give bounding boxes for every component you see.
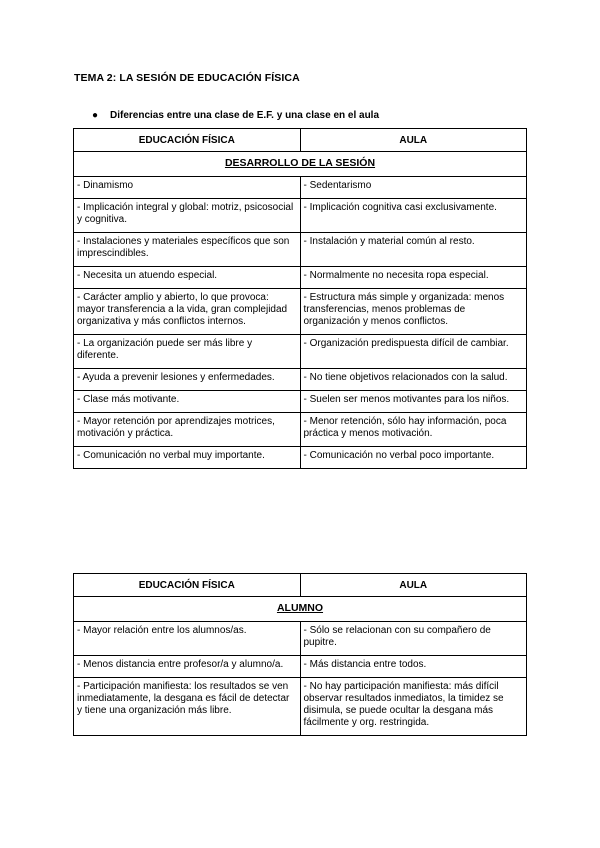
ef-cell: - Menos distancia entre profesor/a y alumno/a. xyxy=(74,656,301,678)
aula-cell: - Sólo se relacionan con su compañero de pupitre. xyxy=(300,622,527,656)
ef-cell: - Instalaciones y materiales específicos que son imprescindibles. xyxy=(74,233,301,267)
aula-cell: - Normalmente no necesita ropa especial. xyxy=(300,267,527,289)
ef-cell: - Dinamismo xyxy=(74,177,301,199)
section-title: ALUMNO xyxy=(74,597,527,622)
table-row xyxy=(74,335,527,369)
table-row xyxy=(74,177,527,199)
aula-cell: - No hay participación manifiesta: más difícil observar resultados inmediatos, la timidez se disimula, se puede ocultar la desgana más fácilmente y org. restringida. xyxy=(300,678,527,736)
comparison-table-session xyxy=(73,128,527,469)
aula-cell: - Suelen ser menos motivantes para los niños. xyxy=(300,391,527,413)
table-row xyxy=(74,289,527,335)
header-educacion-fisica: EDUCACIÓN FÍSICA xyxy=(74,574,301,597)
aula-cell: - Más distancia entre todos. xyxy=(300,656,527,678)
table-row xyxy=(74,391,527,413)
aula-cell: - Menor retención, sólo hay información, poca práctica y menos motivación. xyxy=(300,413,527,447)
table-row xyxy=(74,199,527,233)
ef-cell: - Comunicación no verbal muy importante. xyxy=(74,447,301,469)
ef-cell: - Implicación integral y global: motriz, psicosocial y cognitiva. xyxy=(74,199,301,233)
ef-cell: - Carácter amplio y abierto, lo que provoca: mayor transferencia a la vida, gran complejidad organizativa y más conflictos internos. xyxy=(74,289,301,335)
comparison-table-student xyxy=(73,573,527,736)
aula-cell: - Estructura más simple y organizada: menos transferencias, menos problemas de organización y menos conflictos. xyxy=(300,289,527,335)
section-title: DESARROLLO DE LA SESIÓN xyxy=(74,152,527,177)
bullet-heading xyxy=(92,110,379,121)
document-title: TEMA 2: LA SESIÓN DE EDUCACIÓN FÍSICA xyxy=(74,72,300,84)
table-row xyxy=(74,656,527,678)
aula-cell: - Instalación y material común al resto. xyxy=(300,233,527,267)
ef-cell: - Ayuda a prevenir lesiones y enfermedades. xyxy=(74,369,301,391)
section-row xyxy=(74,152,527,177)
ef-cell: - Mayor retención por aprendizajes motrices, motivación y práctica. xyxy=(74,413,301,447)
table-header-row xyxy=(74,574,527,597)
aula-cell: - No tiene objetivos relacionados con la salud. xyxy=(300,369,527,391)
table-row xyxy=(74,678,527,736)
header-aula: AULA xyxy=(300,574,527,597)
bullet-icon: ● xyxy=(92,110,99,121)
ef-cell: - Necesita un atuendo especial. xyxy=(74,267,301,289)
table-row xyxy=(74,267,527,289)
ef-cell: - Mayor relación entre los alumnos/as. xyxy=(74,622,301,656)
ef-cell: - La organización puede ser más libre y diferente. xyxy=(74,335,301,369)
table-row xyxy=(74,369,527,391)
bullet-text: Diferencias entre una clase de E.F. y una clase en el aula xyxy=(110,110,380,121)
table-row xyxy=(74,413,527,447)
table-row xyxy=(74,447,527,469)
aula-cell: - Comunicación no verbal poco importante. xyxy=(300,447,527,469)
aula-cell: - Implicación cognitiva casi exclusivamente. xyxy=(300,199,527,233)
header-educacion-fisica: EDUCACIÓN FÍSICA xyxy=(74,129,301,152)
section-row xyxy=(74,597,527,622)
aula-cell: - Organización predispuesta difícil de cambiar. xyxy=(300,335,527,369)
table-row xyxy=(74,233,527,267)
header-aula: AULA xyxy=(300,129,527,152)
ef-cell: - Clase más motivante. xyxy=(74,391,301,413)
ef-cell: - Participación manifiesta: los resultados se ven inmediatamente, la desgana es fácil de detectar y tiene una organización más libre. xyxy=(74,678,301,736)
table-row xyxy=(74,622,527,656)
aula-cell: - Sedentarismo xyxy=(300,177,527,199)
table-header-row xyxy=(74,129,527,152)
